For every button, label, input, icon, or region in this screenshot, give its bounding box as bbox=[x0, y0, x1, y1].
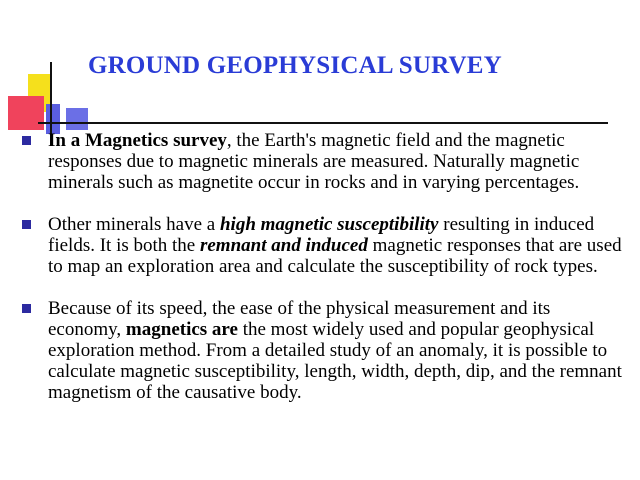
logo-red-square bbox=[8, 96, 44, 130]
bullet-text: In a Magnetics survey bbox=[48, 130, 227, 151]
square-bullet-icon bbox=[22, 304, 31, 313]
bullet-item bbox=[14, 130, 626, 193]
bullet-text: resulting in induced fields. It is both the bbox=[48, 214, 595, 256]
bullet-text: Other minerals have a bbox=[48, 214, 220, 235]
bullet-text: the most widely used and popular geophysical exploration method. From a detailed study of an anomaly, it is possible to calculate magnetic susceptibility, length, width, depth, dip, and the remnant magnetism of the causative body. bbox=[48, 319, 622, 403]
bullet-text: magnetic responses that are used to map an exploration area and calculate the susceptibility of rock types. bbox=[48, 235, 622, 277]
title-divider bbox=[38, 122, 608, 124]
bullet-list bbox=[14, 130, 626, 403]
bullet-text: , the Earth's magnetic field and the magnetic responses due to magnetic minerals are measured. Naturally magnetic minerals such as magnetite occur in rocks and in varying percentages. bbox=[48, 130, 580, 193]
logo-blue-square-small bbox=[66, 108, 88, 130]
bullet-text: magnetics are bbox=[125, 319, 238, 340]
bullet-item bbox=[14, 298, 626, 403]
square-bullet-icon bbox=[22, 220, 31, 229]
bullet-text: high magnetic susceptibility bbox=[219, 214, 439, 235]
bullet-text: Because of its speed, the ease of the physical measurement and its economy, bbox=[48, 298, 551, 340]
square-bullet-icon bbox=[22, 136, 31, 145]
bullet-item bbox=[14, 214, 626, 277]
slide-title: GROUND GEOPHYSICAL SURVEY bbox=[88, 52, 502, 79]
bullet-text: remnant and induced bbox=[199, 235, 368, 256]
